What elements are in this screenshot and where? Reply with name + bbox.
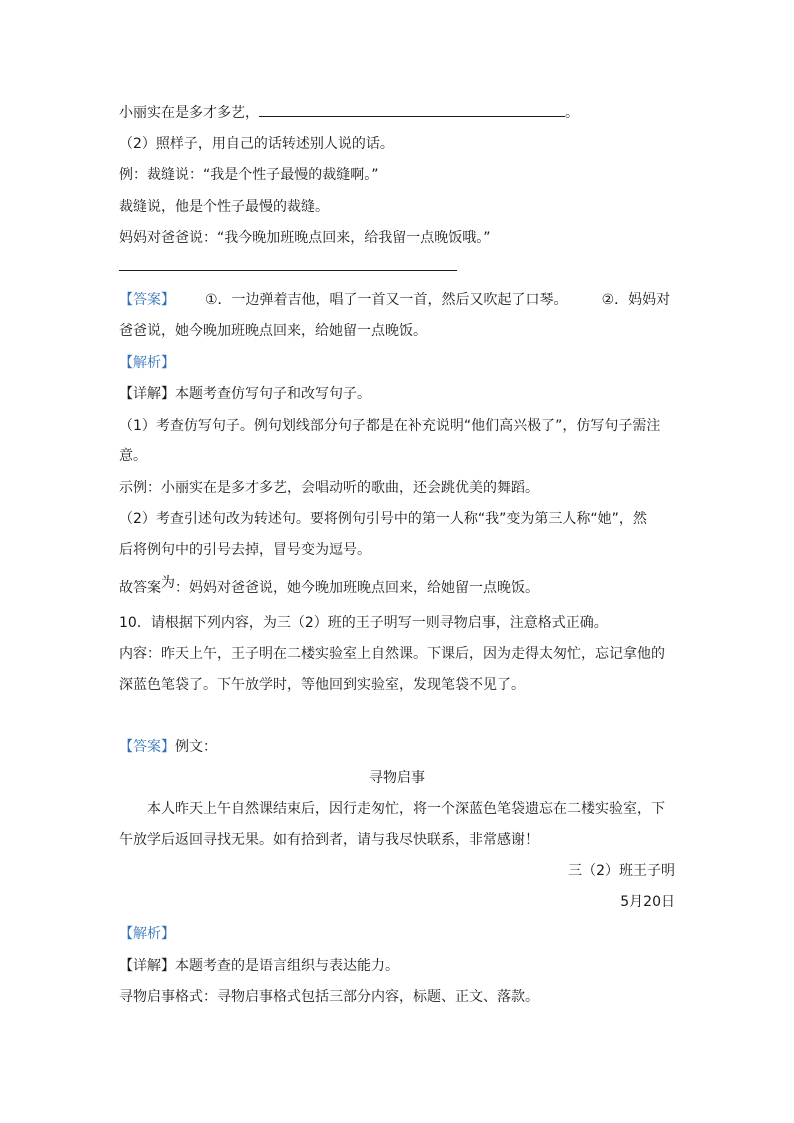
notice-title: 寻物启事 [369, 770, 425, 786]
analysis-tag: 【解析】 [119, 355, 175, 371]
analysis2-l2: 寻物启事格式：寻物启事格式包括三部分内容，标题、正文、落款。 [119, 989, 539, 1005]
answer1-text-b: ②．妈妈对 [601, 292, 671, 308]
answer2-line [119, 737, 217, 757]
analysis1-l6: 后将例句中的引号去掉，冒号变为逗号。 [119, 542, 371, 558]
q10-content1: 内容：昨天上午，王子明在二楼实验室上自然课。下课后，因为走得太匆忙，忘记拿他的 [119, 646, 665, 662]
blank-underline [119, 256, 457, 271]
analysis1-l7 [119, 575, 539, 598]
answer2-lead: 例文： [175, 739, 217, 755]
notice-body2: 午放学后返回寻找无果。如有拾到者，请与我尽快联系，非常感谢！ [119, 832, 539, 848]
answer1-text-a: ①．一边弹着吉他，唱了一首又一首，然后又吹起了口琴。 [205, 292, 568, 308]
notice-date: 5月20日 [620, 894, 675, 910]
q9-line1-suffix: 。 [565, 105, 579, 121]
analysis1-l7c: ：妈妈对爸爸说，她今晚加班晚点回来，给她留一点晚饭。 [175, 580, 539, 596]
analysis1-l1: 【详解】本题考查仿写句子和改写句子。 [119, 386, 371, 402]
blank-underline [259, 102, 565, 117]
q9-line1-prefix: 小丽实在是多才多艺， [119, 105, 259, 121]
q9-task: 妈妈对爸爸说：“我今晚加班晚点回来，给我留一点晚饭哦。” [119, 230, 491, 246]
answer1-line1 [119, 290, 670, 310]
analysis1-l5: （2）考查引述句改为转述句。要将例句引号中的第一人称“我”变为第三人称“她”，然 [119, 511, 647, 527]
analysis1-l7b: 为 [161, 575, 175, 591]
notice-body1: 本人昨天上午自然课结束后，因行走匆忙，将一个深蓝色笔袋遗忘在二楼实验室，下 [147, 801, 665, 817]
analysis2-l1: 【详解】本题考查的是语言组织与表达能力。 [119, 958, 399, 974]
analysis-tag: 【解析】 [119, 926, 175, 942]
analysis1-l3: 意。 [119, 448, 147, 464]
analysis1-l7a: 故答案 [119, 580, 161, 596]
q9-line1 [119, 102, 579, 123]
q9-example: 例：裁缝说：“我是个性子最慢的裁缝啊。” [119, 167, 379, 183]
answer-tag: 【答案】 [119, 292, 175, 308]
notice-signature: 三（2）班王子明 [568, 863, 675, 879]
answer-tag: 【答案】 [119, 739, 175, 755]
q9-answer-blank [119, 256, 457, 277]
analysis1-l2: （1）考查仿写句子。例句划线部分句子都是在补充说明“他们高兴极了”，仿写句子需注 [119, 418, 661, 434]
q9-example-answer: 裁缝说，他是个性子最慢的裁缝。 [119, 199, 329, 215]
analysis1-l4: 示例：小丽实在是多才多艺，会唱动听的歌曲，还会跳优美的舞蹈。 [119, 480, 539, 496]
q10-title: 10．请根据下列内容，为三（2）班的王子明写一则寻物启事，注意格式正确。 [119, 615, 608, 631]
answer1-line2: 爸爸说，她今晚加班晚点回来，给她留一点晚饭。 [119, 323, 427, 339]
q9-part2-title: （2）照样子，用自己的话转述别人说的话。 [119, 136, 394, 152]
q10-content2: 深蓝色笔袋了。下午放学时，等他回到实验室，发现笔袋不见了。 [119, 677, 525, 693]
